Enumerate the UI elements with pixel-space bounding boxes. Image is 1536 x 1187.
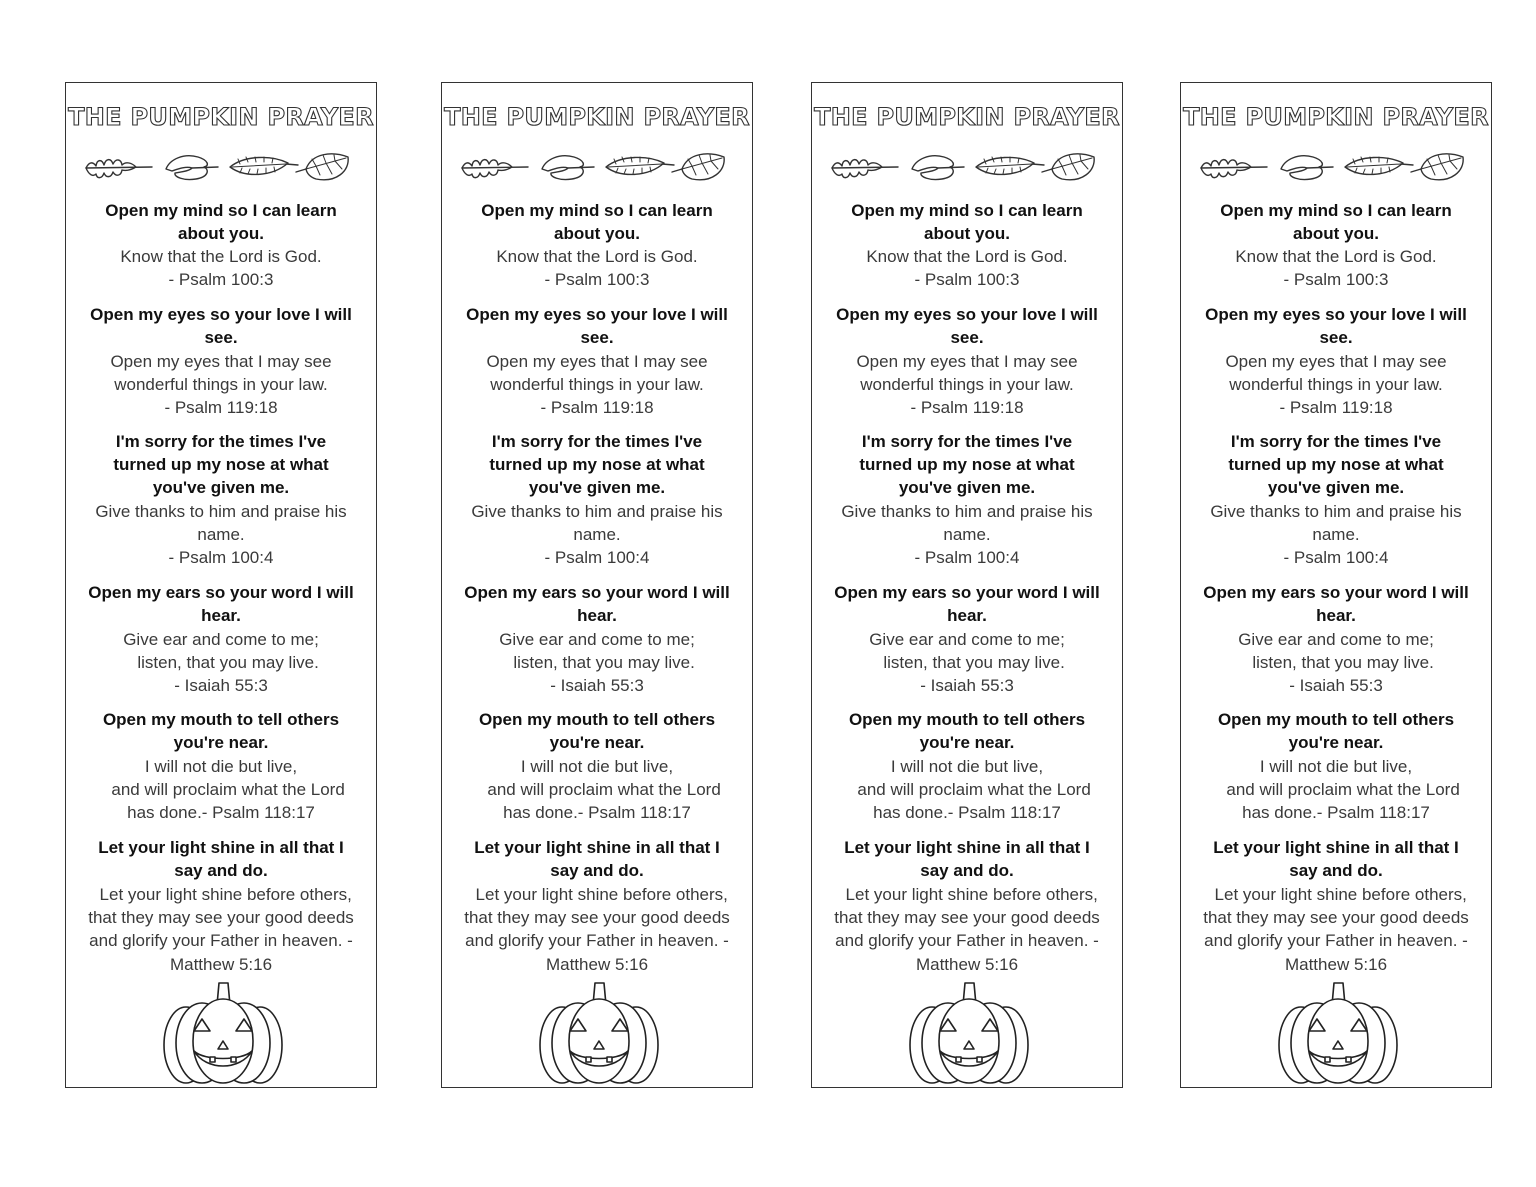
pumpkin-decoration bbox=[908, 979, 1030, 1087]
jack-o-lantern-icon bbox=[162, 979, 284, 1087]
prayer-line: I'm sorry for the times I've turned up my nose at what you've given me. bbox=[113, 432, 329, 498]
scripture-verse: Let your light shine before others, that they may see your good deeds and glorify your Father in heaven. - Matthew 5:16 bbox=[88, 885, 354, 974]
prayer-line: I'm sorry for the times I've turned up my nose at what you've given me. bbox=[1228, 432, 1444, 498]
scripture-verse: Give thanks to him and praise his name. - Psalm 100:4 bbox=[471, 502, 723, 568]
scripture-verse: Let your light shine before others, that they may see your good deeds and glorify your Father in heaven. - Matthew 5:16 bbox=[1203, 885, 1469, 974]
bookmark-1 bbox=[65, 82, 377, 1088]
scripture-verse: Know that the Lord is God. - Psalm 100:3 bbox=[496, 247, 698, 290]
scripture-verse: Let your light shine before others, that they may see your good deeds and glorify your Father in heaven. - Matthew 5:16 bbox=[464, 885, 730, 974]
prayer-line: Open my mind so I can learn about you. bbox=[1220, 201, 1452, 244]
scripture-verse: Open my eyes that I may see wonderful things in your law. - Psalm 119:18 bbox=[1225, 352, 1447, 418]
scripture-verse: Give thanks to him and praise his name. - Psalm 100:4 bbox=[95, 502, 347, 568]
scripture-verse: Open my eyes that I may see wonderful things in your law. - Psalm 119:18 bbox=[856, 352, 1078, 418]
scripture-verse: Open my eyes that I may see wonderful things in your law. - Psalm 119:18 bbox=[110, 352, 332, 418]
prayer-line: I'm sorry for the times I've turned up my nose at what you've given me. bbox=[489, 432, 705, 498]
bookmark-title: THE PUMPKIN PRAYER bbox=[814, 103, 1120, 131]
scripture-verse: I will not die but live, and will proclaim what the Lord has done.- Psalm 118:17 bbox=[487, 757, 721, 823]
autumn-leaves-icon bbox=[456, 147, 740, 187]
pumpkin-decoration bbox=[1277, 979, 1399, 1087]
scripture-verse: I will not die but live, and will proclaim what the Lord has done.- Psalm 118:17 bbox=[857, 757, 1091, 823]
scripture-verse: Know that the Lord is God. - Psalm 100:3 bbox=[120, 247, 322, 290]
prayer-line: Open my ears so your word I will hear. bbox=[464, 583, 730, 626]
prayer-line: Open my mind so I can learn about you. bbox=[105, 201, 337, 244]
prayer-line: Open my ears so your word I will hear. bbox=[834, 583, 1100, 626]
prayer-line: I'm sorry for the times I've turned up my nose at what you've given me. bbox=[859, 432, 1075, 498]
scripture-verse: I will not die but live, and will proclaim what the Lord has done.- Psalm 118:17 bbox=[1226, 757, 1460, 823]
scripture-verse: Know that the Lord is God. - Psalm 100:3 bbox=[866, 247, 1068, 290]
prayer-line: Let your light shine in all that I say and do. bbox=[1213, 838, 1459, 881]
prayer-line: Open my mouth to tell others you're near. bbox=[478, 710, 716, 753]
bookmark-4 bbox=[1180, 82, 1492, 1088]
jack-o-lantern-icon bbox=[538, 979, 660, 1087]
scripture-verse: Give ear and come to me; listen, that you may live. - Isaiah 55:3 bbox=[869, 630, 1065, 696]
prayer-line: Open my mouth to tell others you're near. bbox=[848, 710, 1086, 753]
prayer-line: Open my mouth to tell others you're near. bbox=[1217, 710, 1455, 753]
scripture-verse: Give ear and come to me; listen, that you may live. - Isaiah 55:3 bbox=[123, 630, 319, 696]
prayer-line: Open my ears so your word I will hear. bbox=[88, 583, 354, 626]
prayer-line: Open my eyes so your love I will see. bbox=[90, 305, 352, 348]
bookmark-3 bbox=[811, 82, 1123, 1088]
scripture-verse: Give ear and come to me; listen, that you may live. - Isaiah 55:3 bbox=[1238, 630, 1434, 696]
prayer-line: Open my mind so I can learn about you. bbox=[481, 201, 713, 244]
scripture-verse: Let your light shine before others, that they may see your good deeds and glorify your Father in heaven. - Matthew 5:16 bbox=[834, 885, 1100, 974]
prayer-line: Open my eyes so your love I will see. bbox=[836, 305, 1098, 348]
prayer-line: Let your light shine in all that I say and do. bbox=[98, 838, 344, 881]
prayer-line: Open my mind so I can learn about you. bbox=[851, 201, 1083, 244]
bookmark-title: THE PUMPKIN PRAYER bbox=[68, 103, 374, 131]
prayer-line: Open my eyes so your love I will see. bbox=[466, 305, 728, 348]
autumn-leaves-icon bbox=[1195, 147, 1479, 187]
scripture-verse: Give ear and come to me; listen, that you may live. - Isaiah 55:3 bbox=[499, 630, 695, 696]
prayer-line: Let your light shine in all that I say and do. bbox=[474, 838, 720, 881]
autumn-leaves-icon bbox=[80, 147, 364, 187]
pumpkin-decoration bbox=[538, 979, 660, 1087]
pumpkin-decoration bbox=[162, 979, 284, 1087]
leaves-decoration bbox=[826, 147, 1110, 187]
scripture-verse: I will not die but live, and will proclaim what the Lord has done.- Psalm 118:17 bbox=[111, 757, 345, 823]
jack-o-lantern-icon bbox=[908, 979, 1030, 1087]
scripture-verse: Give thanks to him and praise his name. - Psalm 100:4 bbox=[1210, 502, 1462, 568]
leaves-decoration bbox=[80, 147, 364, 187]
bookmark-2 bbox=[441, 82, 753, 1088]
bookmark-title: THE PUMPKIN PRAYER bbox=[444, 103, 750, 131]
bookmark-title: THE PUMPKIN PRAYER bbox=[1183, 103, 1489, 131]
jack-o-lantern-icon bbox=[1277, 979, 1399, 1087]
scripture-verse: Know that the Lord is God. - Psalm 100:3 bbox=[1235, 247, 1437, 290]
prayer-line: Open my eyes so your love I will see. bbox=[1205, 305, 1467, 348]
scripture-verse: Open my eyes that I may see wonderful things in your law. - Psalm 119:18 bbox=[486, 352, 708, 418]
leaves-decoration bbox=[1195, 147, 1479, 187]
prayer-line: Open my ears so your word I will hear. bbox=[1203, 583, 1469, 626]
prayer-line: Let your light shine in all that I say and do. bbox=[844, 838, 1090, 881]
leaves-decoration bbox=[456, 147, 740, 187]
autumn-leaves-icon bbox=[826, 147, 1110, 187]
prayer-line: Open my mouth to tell others you're near. bbox=[102, 710, 340, 753]
scripture-verse: Give thanks to him and praise his name. - Psalm 100:4 bbox=[841, 502, 1093, 568]
